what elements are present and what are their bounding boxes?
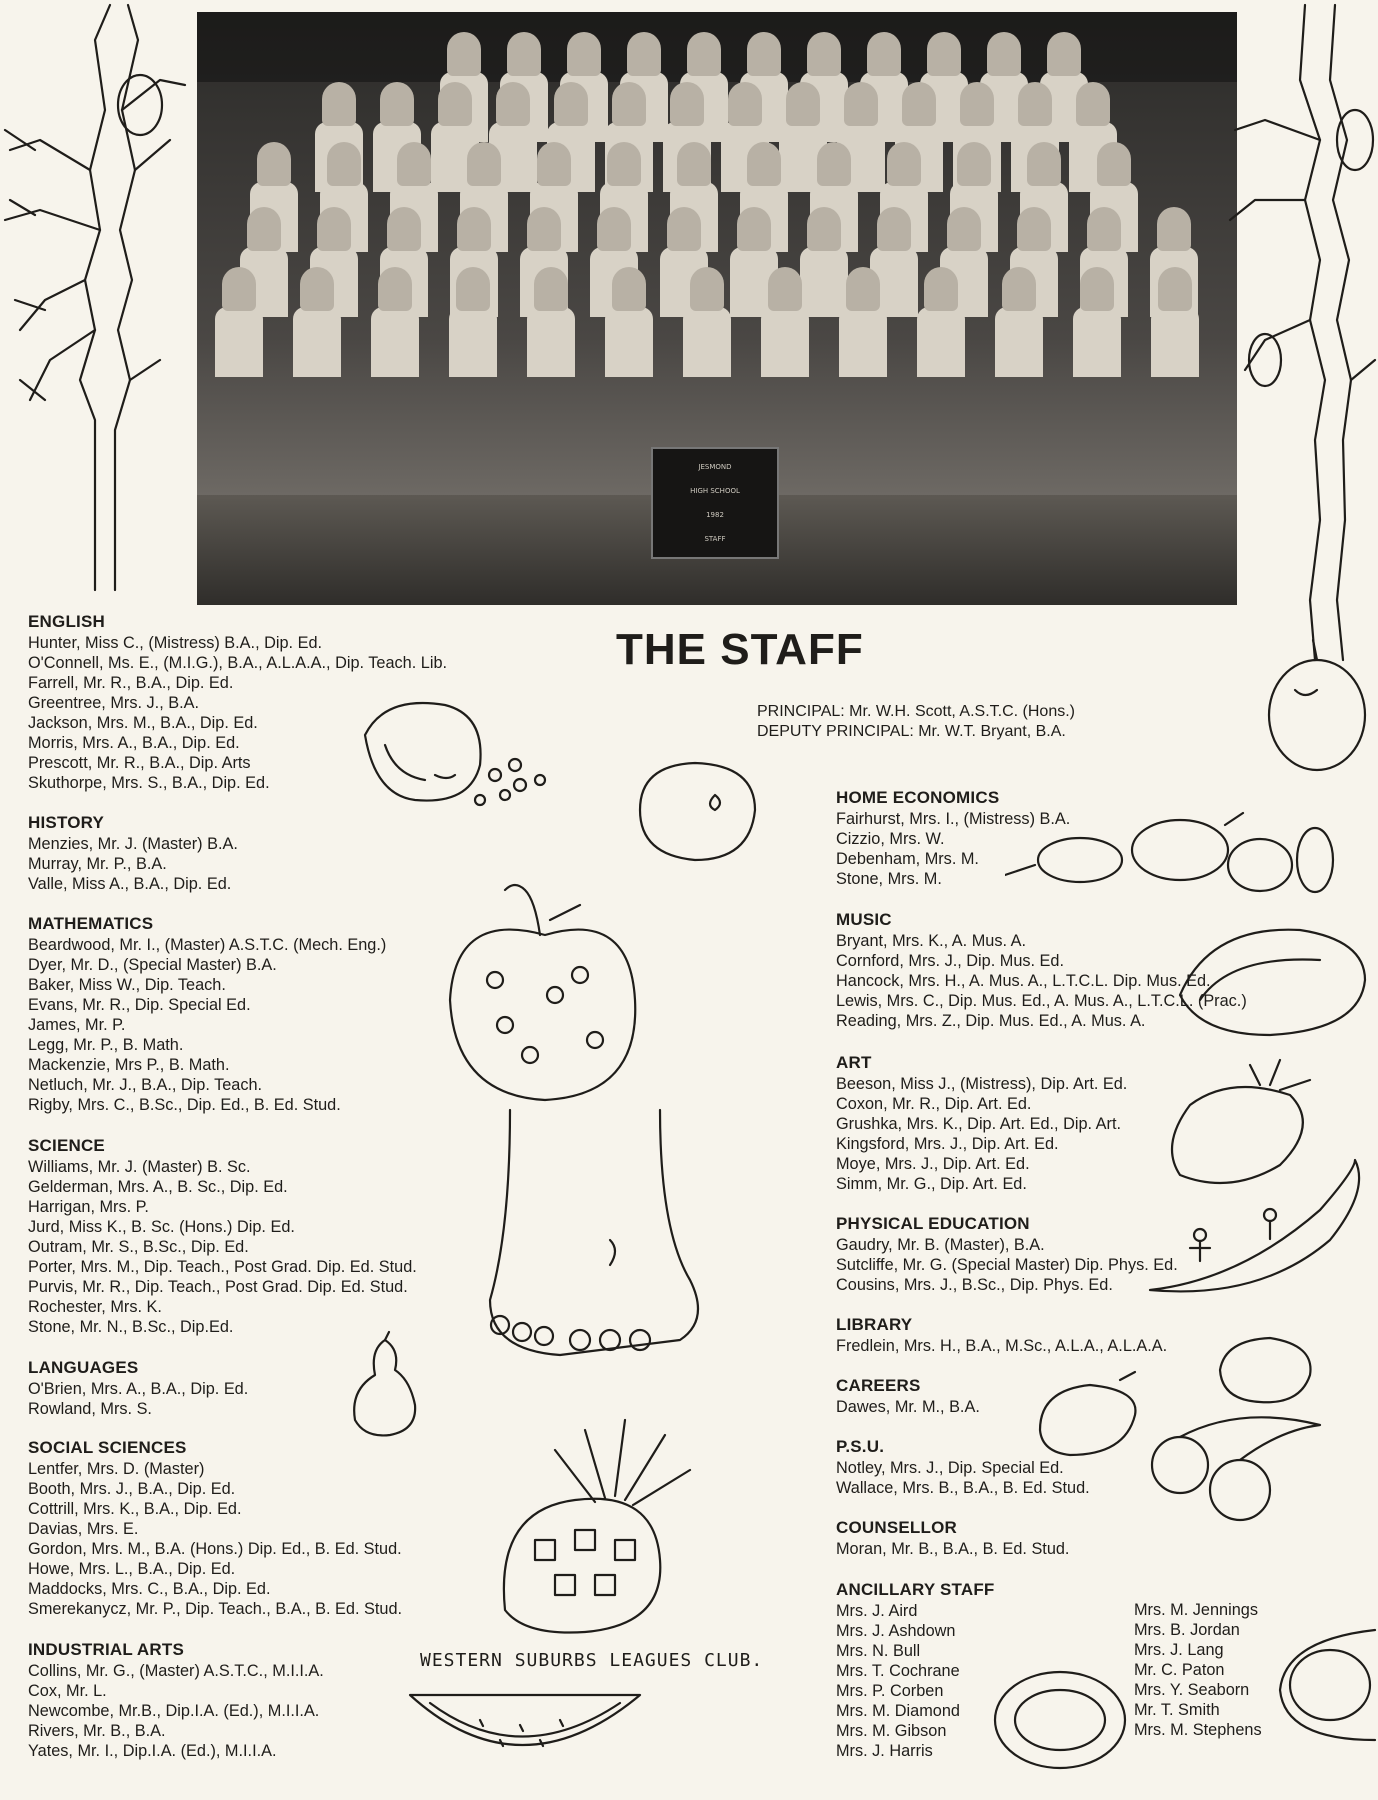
person-silhouette-head [987, 32, 1021, 76]
photo-sign-line: JESMOND [698, 463, 732, 471]
staff-line: Howe, Mrs. L., B.A., Dip. Ed. [28, 1560, 236, 1578]
plum-drawing [630, 755, 770, 865]
staff-line: Cousins, Mrs. J., B.Sc., Dip. Phys. Ed. [836, 1276, 1113, 1294]
person-silhouette-body [1151, 307, 1199, 377]
staff-line: Mrs. M. Stephens [1134, 1721, 1262, 1739]
person-silhouette-head [300, 267, 334, 311]
photo-sign-line: HIGH SCHOOL [690, 487, 740, 495]
section-heading: ART [836, 1053, 872, 1072]
staff-line: Mackenzie, Mrs P., B. Math. [28, 1056, 230, 1074]
staff-line: Moran, Mr. B., B.A., B. Ed. Stud. [836, 1540, 1070, 1558]
person-silhouette-head [467, 142, 501, 186]
staff-line: Netluch, Mr. J., B.A., Dip. Teach. [28, 1076, 263, 1094]
staff-line: O'Connell, Ms. E., (M.I.G.), B.A., A.L.A.A., Dip. Teach. Lib. [28, 654, 448, 672]
photo-sign-board [651, 447, 779, 559]
person-silhouette-head [877, 207, 911, 251]
person-silhouette-head [1002, 267, 1036, 311]
staff-line: Harrigan, Mrs. P. [28, 1198, 149, 1216]
staff-line: Collins, Mr. G., (Master) A.S.T.C., M.I.I.A. [28, 1662, 324, 1680]
person-silhouette-head [1097, 142, 1131, 186]
staff-line: Cox, Mr. L. [28, 1682, 107, 1700]
staff-line: Greentree, Mrs. J., B.A. [28, 694, 200, 712]
person-silhouette-head [597, 207, 631, 251]
staff-line: Mrs. M. Gibson [836, 1722, 947, 1740]
staff-line: Yates, Mr. I., Dip.I.A. (Ed.), M.I.I.A. [28, 1742, 277, 1760]
person-silhouette-head [1076, 82, 1110, 126]
staff-line: Mrs. J. Harris [836, 1742, 933, 1760]
staff-line: Mrs. B. Jordan [1134, 1621, 1240, 1639]
person-silhouette-body [761, 307, 809, 377]
staff-line: Evans, Mr. R., Dip. Special Ed. [28, 996, 251, 1014]
staff-line: Mrs. J. Lang [1134, 1641, 1224, 1659]
staff-line: Dyer, Mr. D., (Special Master) B.A. [28, 956, 277, 974]
person-silhouette-head [1018, 82, 1052, 126]
staff-line: Mr. T. Smith [1134, 1701, 1220, 1719]
staff-line: Williams, Mr. J. (Master) B. Sc. [28, 1158, 251, 1176]
person-silhouette-head [380, 82, 414, 126]
staff-line: Prescott, Mr. R., B.A., Dip. Arts [28, 754, 251, 772]
person-silhouette-head [927, 32, 961, 76]
person-silhouette-head [554, 82, 588, 126]
staff-line: Cottrill, Mrs. K., B.A., Dip. Ed. [28, 1500, 242, 1518]
photo-sign-line: 1982 [706, 511, 724, 519]
person-silhouette-head [677, 142, 711, 186]
person-silhouette-body [800, 247, 848, 317]
staff-group-photo [197, 12, 1237, 605]
staff-line: Mrs. Y. Seaborn [1134, 1681, 1250, 1699]
staff-line: Valle, Miss A., B.A., Dip. Ed. [28, 875, 232, 893]
person-silhouette-head [924, 267, 958, 311]
person-silhouette-head [456, 267, 490, 311]
staff-line: Maddocks, Mrs. C., B.A., Dip. Ed. [28, 1580, 271, 1598]
person-silhouette-head [690, 267, 724, 311]
person-silhouette-head [527, 207, 561, 251]
pineapple-drawing [485, 1410, 705, 1640]
person-silhouette-head [378, 267, 412, 311]
staff-line: Cornford, Mrs. J., Dip. Mus. Ed. [836, 952, 1064, 970]
section-library [836, 1315, 1167, 1356]
staff-line: Porter, Mrs. M., Dip. Teach., Post Grad. Dip. Ed. Stud. [28, 1258, 417, 1276]
person-silhouette-head [1017, 207, 1051, 251]
person-silhouette-head [667, 207, 701, 251]
person-silhouette-head [844, 82, 878, 126]
staff-line: Gaudry, Mr. B. (Master), B.A. [836, 1236, 1045, 1254]
section-art [836, 1053, 1127, 1194]
section-counsellor [836, 1518, 1069, 1559]
staff-line: Dawes, Mr. M., B.A. [836, 1398, 980, 1416]
person-silhouette-head [322, 82, 356, 126]
staff-line: Cizzio, Mrs. W. [836, 830, 945, 848]
staff-line: Lentfer, Mrs. D. (Master) [28, 1460, 205, 1478]
staff-line: Booth, Mrs. J., B.A., Dip. Ed. [28, 1480, 236, 1498]
person-silhouette-head [1080, 267, 1114, 311]
staff-line: Farrell, Mr. R., B.A., Dip. Ed. [28, 674, 234, 692]
person-silhouette-body [683, 307, 731, 377]
section-languages [28, 1358, 248, 1419]
person-silhouette-body [605, 307, 653, 377]
staff-line: Murray, Mr. P., B.A. [28, 855, 167, 873]
staff-line: Fredlein, Mrs. H., B.A., M.Sc., A.L.A., A.L.A.A. [836, 1337, 1168, 1355]
staff-line: Purvis, Mr. R., Dip. Teach., Post Grad. Dip. Ed. Stud. [28, 1278, 408, 1296]
section-heading: ANCILLARY STAFF [836, 1580, 995, 1599]
person-silhouette-head [317, 207, 351, 251]
person-silhouette-body [995, 307, 1043, 377]
apple-with-worms-drawing [435, 880, 655, 1120]
staff-line: Mrs. J. Aird [836, 1602, 918, 1620]
section-heading: P.S.U. [836, 1437, 885, 1456]
section-heading: LIBRARY [836, 1315, 913, 1334]
staff-line: Moye, Mrs. J., Dip. Art. Ed. [836, 1155, 1030, 1173]
staff-line: Bryant, Mrs. K., A. Mus. A. [836, 932, 1026, 950]
cherries-drawing [1140, 1410, 1340, 1530]
staff-line: Smerekanycz, Mr. P., Dip. Teach., B.A., B. Ed. Stud. [28, 1600, 403, 1618]
section-heading: PHYSICAL EDUCATION [836, 1214, 1030, 1233]
section-science [28, 1136, 417, 1337]
staff-line: Morris, Mrs. A., B.A., Dip. Ed. [28, 734, 240, 752]
person-silhouette-head [397, 142, 431, 186]
staff-line: Mrs. J. Ashdown [836, 1622, 956, 1640]
person-silhouette-head [807, 207, 841, 251]
staff-line: Rochester, Mrs. K. [28, 1298, 162, 1316]
person-silhouette-head [327, 142, 361, 186]
staff-line: Mrs. M. Jennings [1134, 1601, 1258, 1619]
person-silhouette-head [496, 82, 530, 126]
person-silhouette-head [447, 32, 481, 76]
staff-line: Mrs. T. Cochrane [836, 1662, 960, 1680]
section-heading: MATHEMATICS [28, 914, 154, 933]
person-silhouette-head [1087, 207, 1121, 251]
section-music [836, 910, 1247, 1031]
section-ancillary-staff [836, 1580, 995, 1761]
staff-line: Newcombe, Mr.B., Dip.I.A. (Ed.), M.I.I.A. [28, 1702, 320, 1720]
person-silhouette-head [960, 82, 994, 126]
staff-line: Jurd, Miss K., B. Sc. (Hons.) Dip. Ed. [28, 1218, 295, 1236]
staff-line: Stone, Mr. N., B.Sc., Dip.Ed. [28, 1318, 234, 1336]
staff-line: Sutcliffe, Mr. G. (Special Master) Dip. Phys. Ed. [836, 1256, 1178, 1274]
berry-cluster-drawing [1210, 1330, 1320, 1410]
staff-line: O'Brien, Mrs. A., B.A., Dip. Ed. [28, 1380, 249, 1398]
person-silhouette-head [687, 32, 721, 76]
person-silhouette-head [728, 82, 762, 126]
staff-line: Mrs. P. Corben [836, 1682, 944, 1700]
staff-line: Coxon, Mr. R., Dip. Art. Ed. [836, 1095, 1032, 1113]
staff-line: Mr. C. Paton [1134, 1661, 1225, 1679]
person-silhouette-head [902, 82, 936, 126]
person-silhouette-head [846, 267, 880, 311]
section-psu [836, 1437, 1090, 1498]
section-heading: ENGLISH [28, 612, 105, 631]
club-credit-text: WESTERN SUBURBS LEAGUES CLUB. [420, 1650, 764, 1671]
staff-line: Beeson, Miss J., (Mistress), Dip. Art. Ed. [836, 1075, 1128, 1093]
person-silhouette-body [215, 307, 263, 377]
staff-line: Mrs. N. Bull [836, 1642, 921, 1660]
person-silhouette-head [438, 82, 472, 126]
section-history [28, 813, 238, 894]
person-silhouette-head [457, 207, 491, 251]
principals-block [757, 702, 1075, 742]
section-heading: SCIENCE [28, 1136, 105, 1155]
principal-line: PRINCIPAL: Mr. W.H. Scott, A.S.T.C. (Hons.) [757, 703, 1075, 720]
section-heading: HISTORY [28, 813, 105, 832]
right-tree-drawing [1225, 0, 1378, 780]
left-tree-drawing [0, 0, 200, 600]
person-silhouette-body [839, 307, 887, 377]
section-heading: COUNSELLOR [836, 1518, 957, 1537]
staff-line: Legg, Mr. P., B. Math. [28, 1036, 184, 1054]
pear-drawing [345, 1330, 425, 1440]
person-silhouette-head [534, 267, 568, 311]
person-silhouette-head [1027, 142, 1061, 186]
person-silhouette-head [947, 207, 981, 251]
person-silhouette-head [817, 142, 851, 186]
person-silhouette-head [247, 207, 281, 251]
staff-line: Davias, Mrs. E. [28, 1520, 139, 1538]
foot-drawing [480, 1100, 710, 1360]
person-silhouette-head [387, 207, 421, 251]
person-silhouette-head [612, 267, 646, 311]
staff-line: Grushka, Mrs. K., Dip. Art. Ed., Dip. Art. [836, 1115, 1122, 1133]
staff-line: Skuthorpe, Mrs. S., B.A., Dip. Ed. [28, 774, 270, 792]
staff-line: Notley, Mrs. J., Dip. Special Ed. [836, 1459, 1064, 1477]
watermelon-slice-drawing [400, 1685, 650, 1785]
person-silhouette-body [293, 307, 341, 377]
staff-line: Reading, Mrs. Z., Dip. Mus. Ed., A. Mus. A. [836, 1012, 1146, 1030]
staff-line: Gordon, Mrs. M., B.A. (Hons.) Dip. Ed., B. Ed. Stud. [28, 1540, 402, 1558]
passionfruit-drawing [985, 1660, 1135, 1780]
staff-line: Baker, Miss W., Dip. Teach. [28, 976, 226, 994]
person-silhouette-head [1047, 32, 1081, 76]
staff-line: Mrs. M. Diamond [836, 1702, 960, 1720]
person-silhouette-head [507, 32, 541, 76]
page-title: THE STAFF [616, 625, 864, 674]
person-silhouette-head [957, 142, 991, 186]
section-social-sciences [28, 1438, 402, 1619]
section-physical-education [836, 1214, 1178, 1295]
staff-line: Simm, Mr. G., Dip. Art. Ed. [836, 1175, 1027, 1193]
person-silhouette-head [807, 32, 841, 76]
person-silhouette-head [747, 142, 781, 186]
section-heading: HOME ECONOMICS [836, 788, 1000, 807]
staff-line: Kingsford, Mrs. J., Dip. Art. Ed. [836, 1135, 1059, 1153]
person-silhouette-body [371, 307, 419, 377]
person-silhouette-body [527, 307, 575, 377]
section-heading: LANGUAGES [28, 1358, 139, 1377]
person-silhouette-head [768, 267, 802, 311]
deputy-principal-line: DEPUTY PRINCIPAL: Mr. W.T. Bryant, B.A. [757, 723, 1066, 740]
section-english [28, 612, 447, 793]
person-silhouette-body [917, 307, 965, 377]
staff-line: Lewis, Mrs. C., Dip. Mus. Ed., A. Mus. A., L.T.C.L. (Prac.) [836, 992, 1247, 1010]
section-industrial-arts [28, 1640, 324, 1761]
staff-line: Hancock, Mrs. H., A. Mus. A., L.T.C.L. Dip. Mus. Ed. [836, 972, 1211, 990]
section-careers [836, 1376, 980, 1417]
person-silhouette-head [607, 142, 641, 186]
person-silhouette-head [257, 142, 291, 186]
person-silhouette-head [786, 82, 820, 126]
person-silhouette-head [567, 32, 601, 76]
section-heading: CAREERS [836, 1376, 921, 1395]
section-heading: INDUSTRIAL ARTS [28, 1640, 184, 1659]
person-silhouette-body [1073, 307, 1121, 377]
person-silhouette-head [612, 82, 646, 126]
person-silhouette-head [537, 142, 571, 186]
section-home-economics [836, 788, 1070, 889]
person-silhouette-head [887, 142, 921, 186]
staff-line: Outram, Mr. S., B.Sc., Dip. Ed. [28, 1238, 249, 1256]
staff-line: Rowland, Mrs. S. [28, 1400, 152, 1418]
person-silhouette-head [670, 82, 704, 126]
person-silhouette-head [222, 267, 256, 311]
staff-line: Fairhurst, Mrs. I., (Mistress) B.A. [836, 810, 1071, 828]
person-silhouette-head [1158, 267, 1192, 311]
person-silhouette-head [737, 207, 771, 251]
half-fruit-drawing [1255, 1620, 1378, 1750]
staff-line: Jackson, Mrs. M., B.A., Dip. Ed. [28, 714, 258, 732]
staff-line: Stone, Mrs. M. [836, 870, 942, 888]
staff-line: Wallace, Mrs. B., B.A., B. Ed. Stud. [836, 1479, 1090, 1497]
staff-line: James, Mr. P. [28, 1016, 126, 1034]
photo-sign-line: STAFF [704, 535, 726, 543]
person-silhouette-head [627, 32, 661, 76]
person-silhouette-body [449, 307, 497, 377]
section-ancillary-staff-col2 [1134, 1600, 1262, 1740]
person-silhouette-head [747, 32, 781, 76]
section-heading: SOCIAL SCIENCES [28, 1438, 187, 1457]
section-mathematics [28, 914, 386, 1115]
staff-line: Debenham, Mrs. M. [836, 850, 979, 868]
staff-line: Menzies, Mr. J. (Master) B.A. [28, 835, 238, 853]
staff-line: Rivers, Mr. B., B.A. [28, 1722, 166, 1740]
staff-line: Rigby, Mrs. C., B.Sc., Dip. Ed., B. Ed. Stud. [28, 1096, 341, 1114]
staff-line: Gelderman, Mrs. A., B. Sc., Dip. Ed. [28, 1178, 288, 1196]
staff-line: Beardwood, Mr. I., (Master) A.S.T.C. (Mech. Eng.) [28, 936, 387, 954]
person-silhouette-head [867, 32, 901, 76]
staff-line: Hunter, Miss C., (Mistress) B.A., Dip. Ed. [28, 634, 323, 652]
section-heading: MUSIC [836, 910, 892, 929]
person-silhouette-head [1157, 207, 1191, 251]
